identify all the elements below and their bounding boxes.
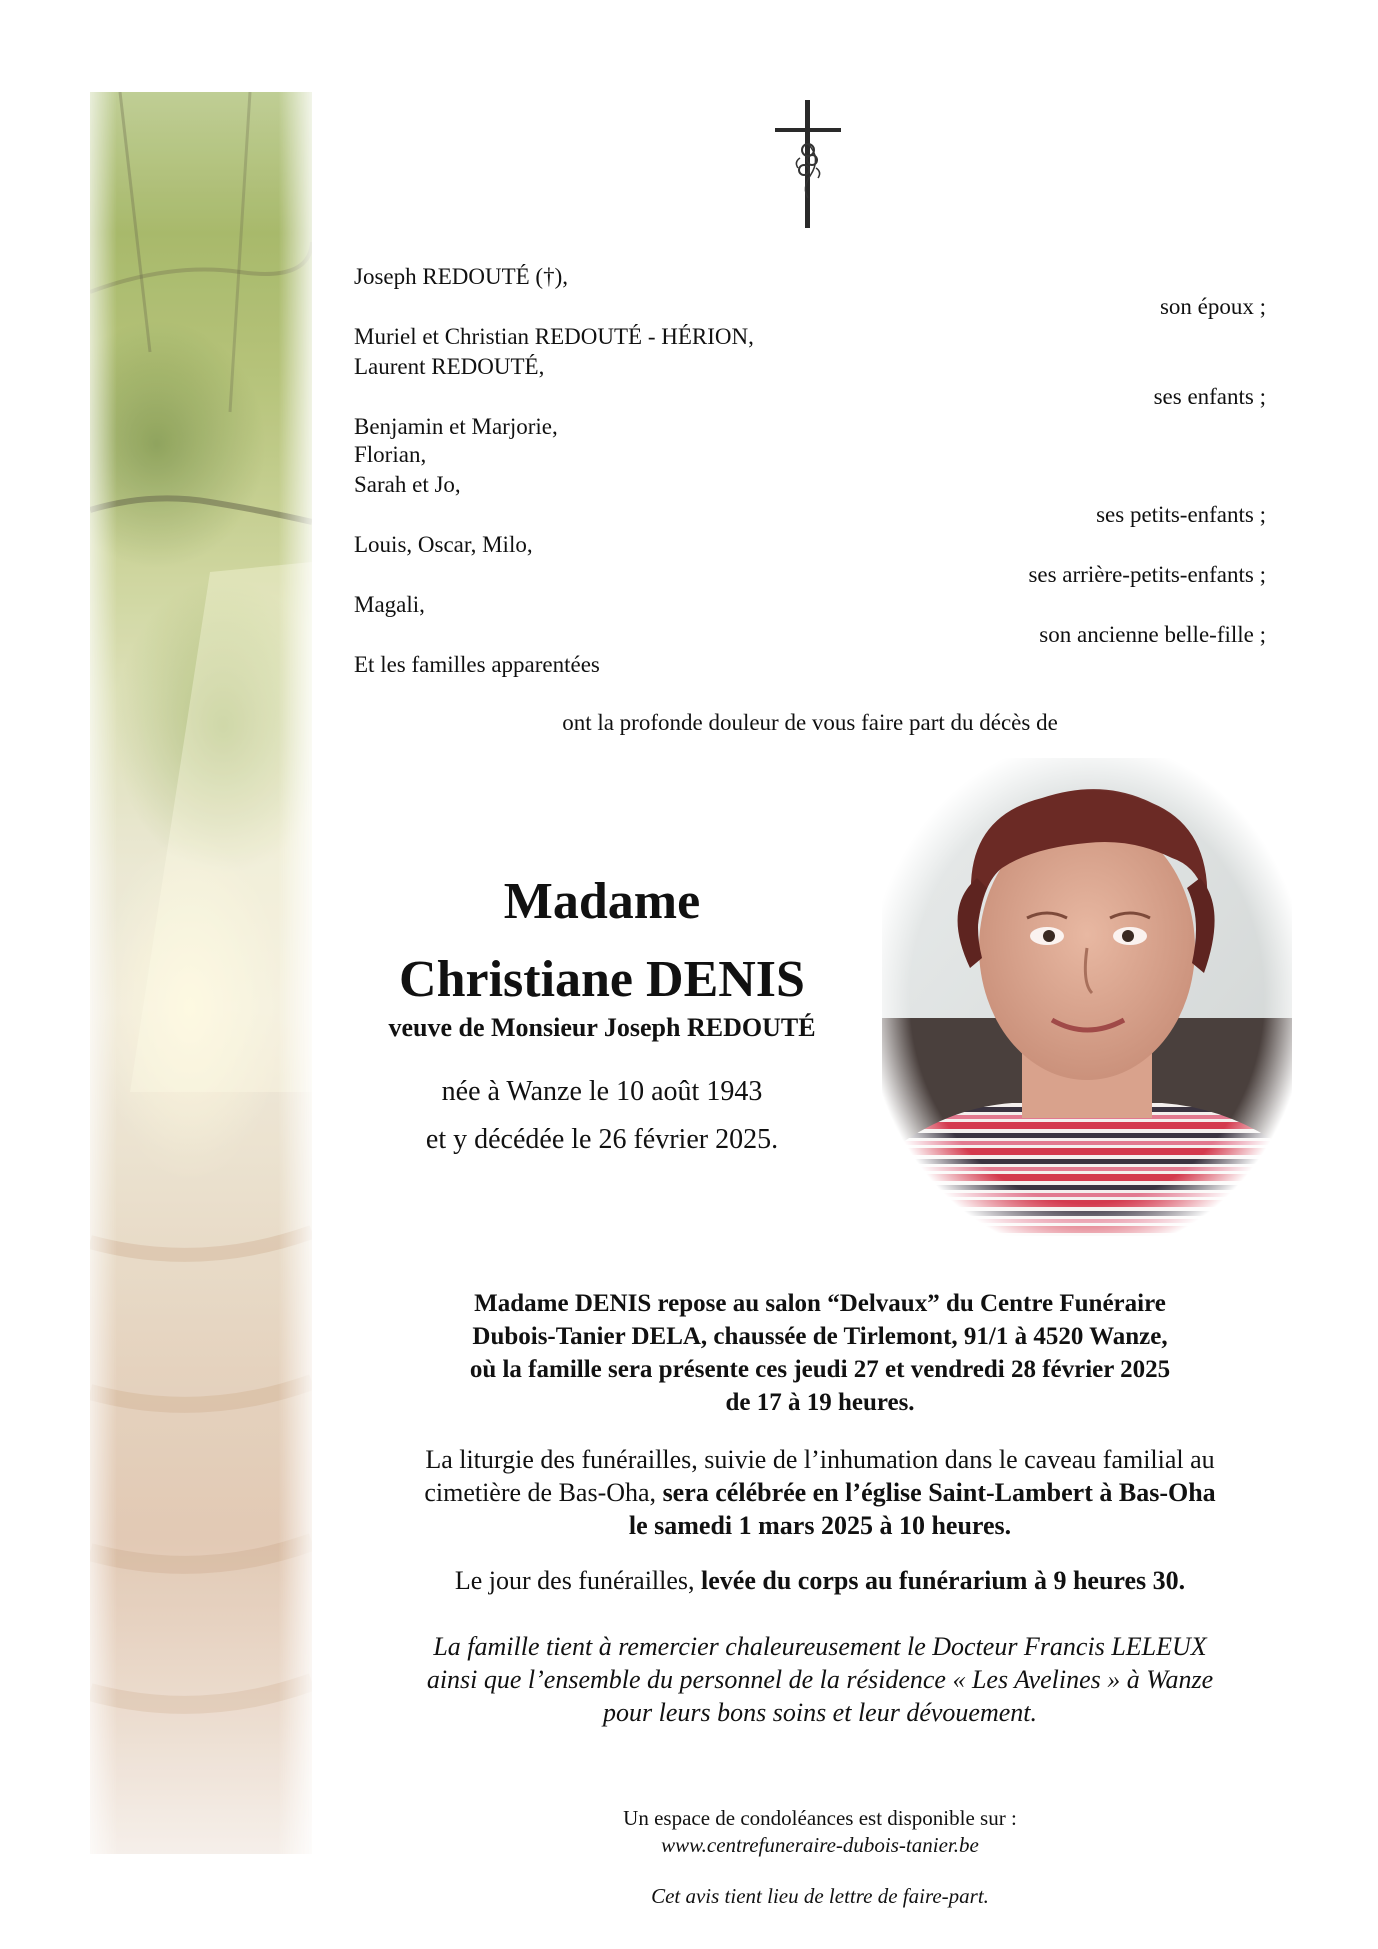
death-info: et y décédée le 26 février 2025. [425, 1124, 779, 1155]
footer-note [340, 1883, 1300, 1910]
thanks-note [340, 1630, 1300, 1729]
family-line: Sarah et Jo, [354, 472, 461, 497]
levee-time: levée du corps au funérarium à 9 heures 30. [701, 1566, 1186, 1595]
family-line: Florian, [354, 442, 427, 467]
family-role: son ancienne belle-fille ; [1039, 622, 1266, 647]
family-role: ses arrière-petits-enfants ; [1028, 562, 1266, 587]
family-line: Laurent REDOUTÉ, [354, 354, 545, 379]
visitation-info [340, 1287, 1300, 1419]
announcement-text: ont la profonde douleur de vous faire part du décès de [562, 710, 1058, 735]
levee-info [340, 1564, 1300, 1597]
family-line: Benjamin et Marjorie, [354, 414, 558, 439]
family-line: Muriel et Christian REDOUTÉ - HÉRION, [354, 324, 754, 349]
family-role: ses petits-enfants ; [1096, 502, 1266, 527]
thanks-line: La famille tient à remercier chaleureusement le Docteur Francis LELEUX [433, 1632, 1207, 1661]
condolences-info [340, 1805, 1300, 1859]
liturgy-info [340, 1443, 1300, 1542]
visitation-line: où la famille sera présente ces jeudi 27 et vendredi 28 février 2025 [469, 1356, 1171, 1383]
levee-label: Le jour des funérailles, [454, 1566, 702, 1595]
liturgy-line: cimetière de Bas-Oha, [424, 1478, 663, 1507]
footer-text: Cet avis tient lieu de lettre de faire-part. [651, 1884, 989, 1908]
family-role: son époux ; [1159, 294, 1266, 319]
liturgy-date: le samedi 1 mars 2025 à 10 heures. [628, 1511, 1012, 1540]
family-line: Magali, [354, 592, 425, 617]
portrait-photo [882, 758, 1292, 1236]
family-line: Louis, Oscar, Milo, [354, 532, 533, 557]
liturgy-church: sera célébrée en l’église Saint-Lambert à Bas-Oha [662, 1478, 1216, 1507]
family-line: Joseph REDOUTÉ (†), [354, 264, 568, 289]
birth-info: née à Wanze le 10 août 1943 [441, 1076, 763, 1107]
cross-with-roses-icon [772, 98, 844, 230]
widow-of: veuve de Monsieur Joseph REDOUTÉ [388, 1013, 816, 1042]
visitation-line: de 17 à 19 heures. [725, 1389, 915, 1416]
condolences-link[interactable]: www.centrefuneraire-dubois-tanier.be [661, 1833, 979, 1857]
deceased-name: Christiane DENIS [399, 951, 805, 1008]
condolences-label: Un espace de condoléances est disponible sur : [623, 1806, 1017, 1830]
family-line: Et les familles apparentées [354, 652, 600, 677]
thanks-line: ainsi que l’ensemble du personnel de la résidence « Les Avelines » à Wanze [426, 1665, 1214, 1694]
family-role: ses enfants ; [1153, 384, 1266, 409]
visitation-line: Dubois-Tanier DELA, chaussée de Tirlemont, 91/1 à 4520 Wanze, [472, 1323, 1168, 1350]
visitation-line: Madame DENIS repose au salon “Delvaux” du Centre Funéraire [474, 1290, 1166, 1317]
deceased-title: Madame [503, 873, 701, 930]
liturgy-line: La liturgie des funérailles, suivie de l’inhumation dans le caveau familial au [425, 1445, 1215, 1474]
thanks-line: pour leurs bons soins et leur dévouement. [602, 1698, 1037, 1727]
forest-light-decoration [90, 92, 312, 1854]
